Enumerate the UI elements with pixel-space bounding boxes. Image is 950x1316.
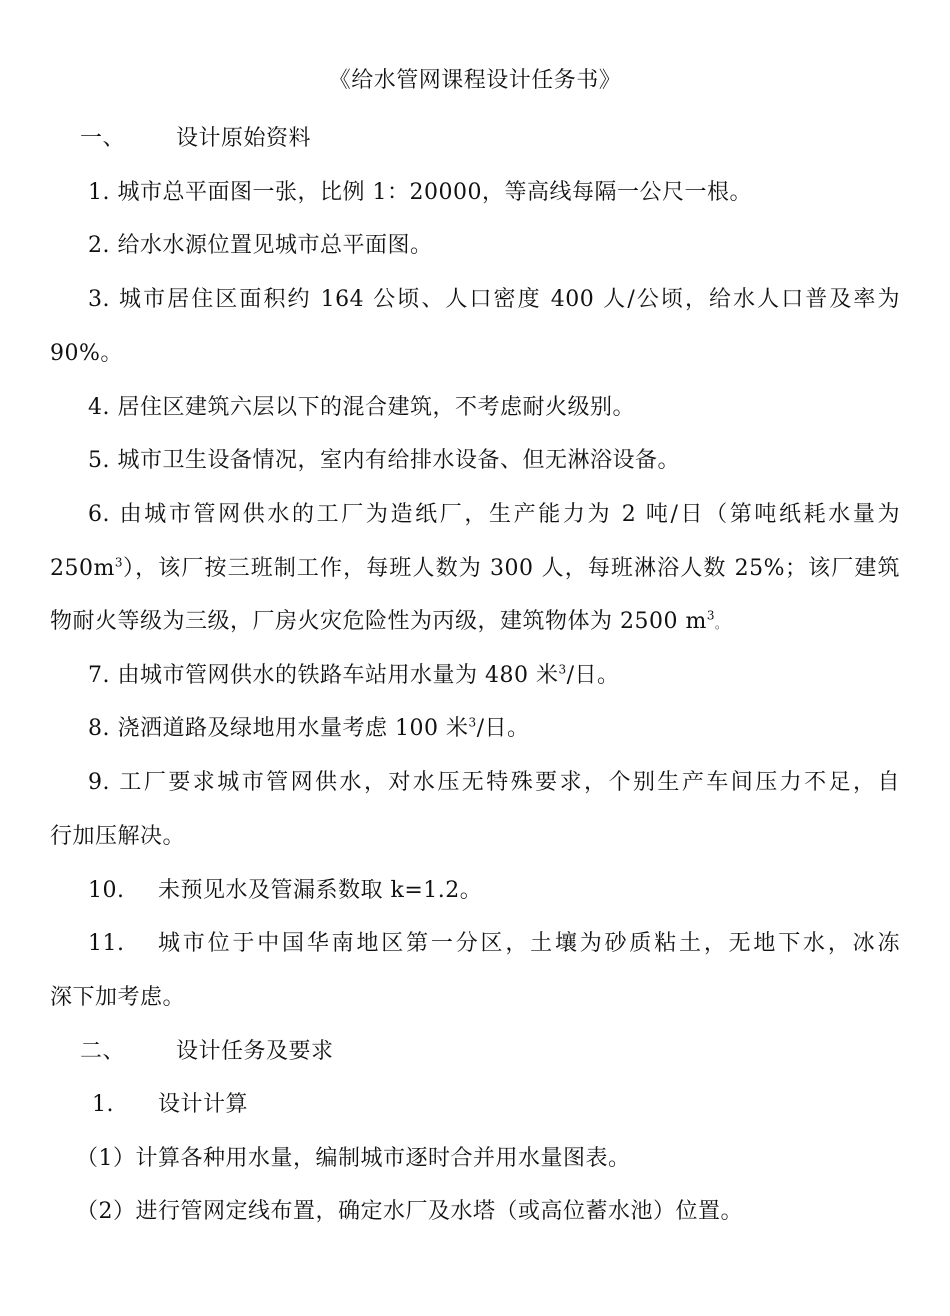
item-9-line-1: 9. 工厂要求城市管网供水，对水压无特殊要求，个别生产车间压力不足，自: [88, 770, 900, 795]
item-10-text: 未预见水及管漏系数取 k=1.2。: [158, 878, 483, 903]
item-6-line-1: 6. 由城市管网供水的工厂为造纸厂，生产能力为 2 吨/日（第吨纸耗水量为: [88, 502, 900, 527]
item-11-line-1: [88, 929, 900, 959]
section-1-number: 一、: [80, 126, 126, 151]
item-11-line-2: 深下加考虑。: [50, 985, 186, 1010]
section-1-title: 设计原始资料: [176, 126, 312, 151]
superscript-3: 3: [558, 662, 567, 677]
superscript-3: 3: [706, 608, 715, 623]
item-11-text: 城市位于中国华南地区第一分区，土壤为砂质粘土，无地下水，冰冻: [158, 931, 900, 956]
subsection-1-heading: [92, 1090, 248, 1120]
item-9-line-2: 行加压解决。: [50, 824, 186, 849]
section-1-heading: [80, 124, 311, 154]
item-8: 8. 浇洒道路及绿地用水量考虑 100 米$^3$/日。: [88, 715, 530, 741]
subsection-1-number: 1.: [92, 1092, 114, 1117]
section-2-number: 二、: [80, 1039, 126, 1064]
item-6-line-2-rest: ），该厂按三班制工作，每班人数为 300 人，每班淋浴人数 25%；该厂建筑: [123, 556, 900, 581]
section-2-heading: [80, 1037, 334, 1067]
item-10-number: 10.: [88, 878, 125, 903]
superscript-3: 3: [468, 715, 477, 730]
item-11-number: 11.: [88, 931, 125, 956]
section-2-title: 设计任务及要求: [176, 1039, 334, 1064]
item-6-line-3: 物耐火等级为三级，厂房火灾危险性为丙级，建筑物体为 2500 $m^3$。: [50, 608, 728, 634]
item-6-line-2-prefix: $250m^3$: [50, 555, 123, 581]
item-7: 7. 由城市管网供水的铁路车站用水量为 480 米$^3$/日。: [88, 662, 620, 688]
task-item-2: （2）进行管网定线布置，确定水厂及水塔（或高位蓄水池）位置。: [76, 1199, 743, 1224]
item-10: [88, 876, 482, 906]
superscript-3: 3: [114, 555, 123, 570]
item-2: 2. 给水水源位置见城市总平面图。: [88, 233, 433, 258]
item-6-line-2: [50, 554, 900, 584]
item-5: 5. 城市卫生设备情况，室内有给排水设备、但无淋浴设备。: [88, 448, 680, 473]
item-1: 1. 城市总平面图一张，比例 1：20000，等高线每隔一公尺一根。: [88, 180, 752, 205]
item-3-line-1: 3. 城市居住区面积约 164 公顷、人口密度 400 人/公顷，给水人口普及率为: [88, 287, 900, 312]
item-4: 4. 居住区建筑六层以下的混合建筑，不考虑耐火级别。: [88, 395, 635, 420]
document-title: 《给水管网课程设计任务书》: [328, 68, 622, 93]
item-3-line-2: 90%。: [50, 341, 123, 366]
task-item-1: （1）计算各种用水量，编制城市逐时合并用水量图表。: [76, 1146, 631, 1171]
subsection-1-title: 设计计算: [158, 1092, 249, 1117]
